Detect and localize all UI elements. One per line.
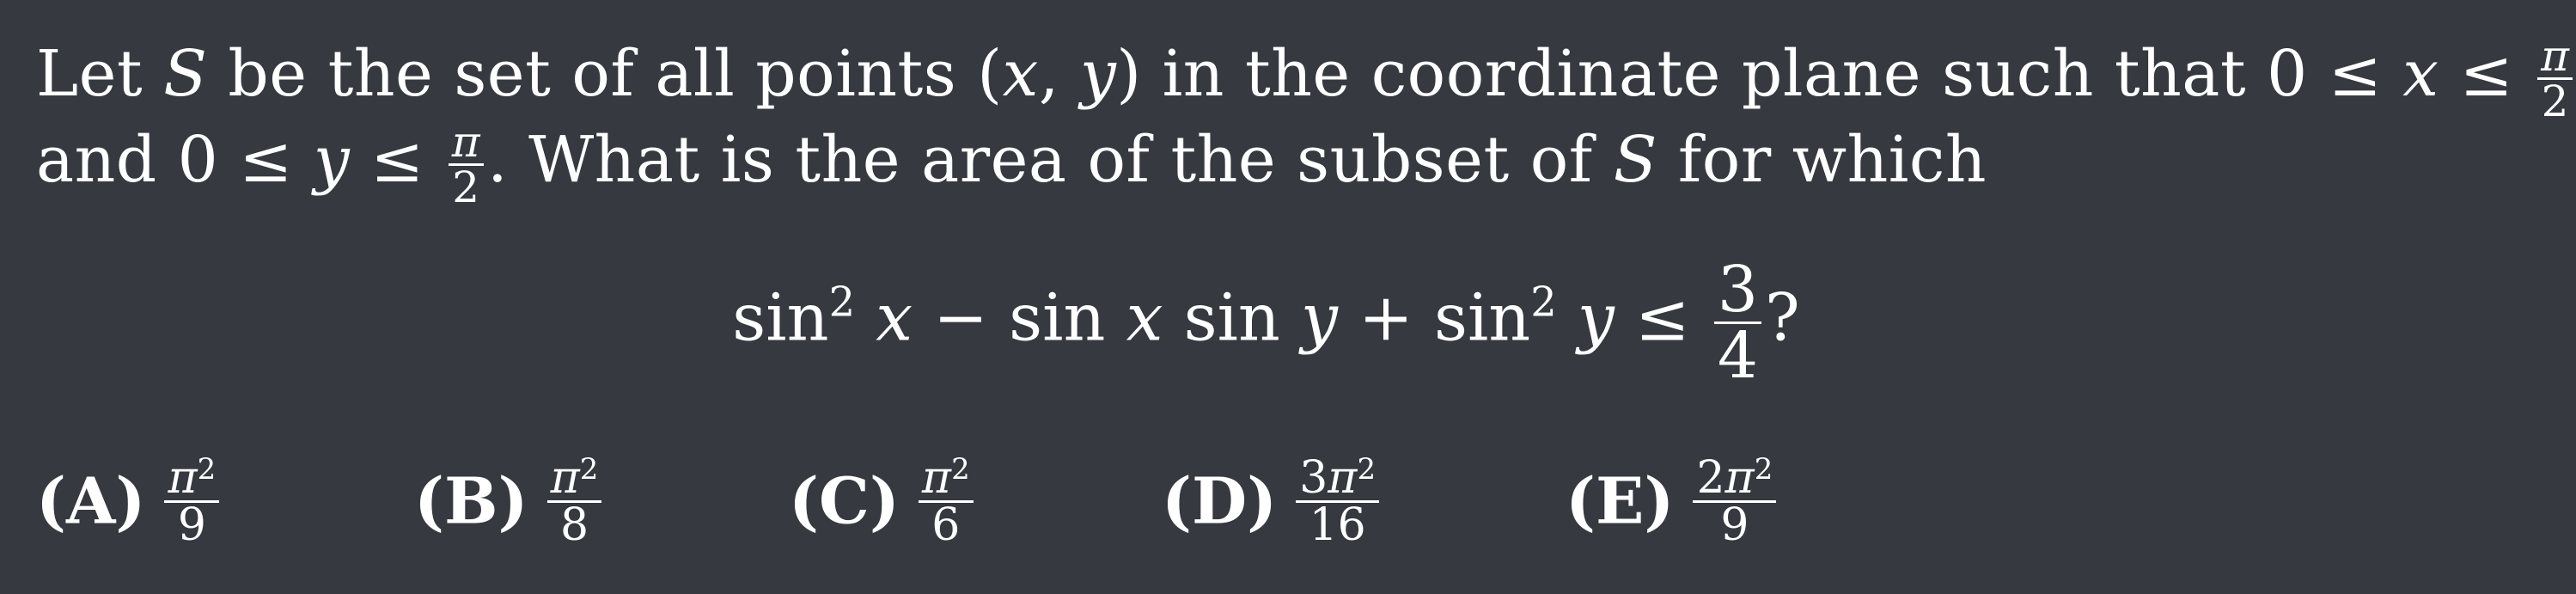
leq-symbol: ≤ xyxy=(2439,36,2535,111)
choice-label: (A) xyxy=(36,464,146,539)
leq-symbol: ≤ xyxy=(1614,279,1711,356)
fraction-denominator: 9 xyxy=(1720,499,1749,551)
text-segment: . What is the area of the subset of xyxy=(487,122,1614,197)
text-segment: and 0 ≤ xyxy=(36,122,314,197)
var-x: x xyxy=(855,279,913,356)
choice-label: (C) xyxy=(789,464,900,539)
fraction-denominator: 4 xyxy=(1717,319,1758,393)
fraction-numerator xyxy=(547,452,602,504)
exponent: 2 xyxy=(1357,452,1377,487)
choice-label: (D) xyxy=(1162,464,1278,539)
fraction-denominator: 16 xyxy=(1309,499,1366,551)
coefficient: 2 xyxy=(1696,452,1725,504)
fraction-numerator xyxy=(1693,452,1776,504)
choice-fraction xyxy=(919,452,974,551)
sin-function: sin xyxy=(732,279,829,356)
exponent: 2 xyxy=(828,278,856,327)
choice-fraction xyxy=(164,452,219,551)
text-segment: for which xyxy=(1657,122,1987,197)
sin-function: sin xyxy=(1163,279,1302,356)
fraction-denominator: 2 xyxy=(2541,77,2569,126)
var-x: x xyxy=(2402,36,2439,111)
question-mark: ? xyxy=(1764,279,1800,356)
fraction-numerator: π xyxy=(449,120,484,166)
exponent: 2 xyxy=(1754,452,1773,487)
exponent: 2 xyxy=(951,452,970,487)
var-s: S xyxy=(1613,122,1657,197)
text-segment: Let xyxy=(36,36,164,111)
fraction-numerator xyxy=(919,452,974,504)
coefficient: 3 xyxy=(1299,452,1328,504)
choice-d[interactable] xyxy=(1162,452,1383,551)
text-segment: , xyxy=(1038,36,1080,111)
choice-label: (B) xyxy=(414,464,528,539)
problem-line-2 xyxy=(36,117,1987,212)
choice-a[interactable] xyxy=(36,452,223,551)
choice-e[interactable] xyxy=(1566,452,1779,551)
pi-symbol: π xyxy=(550,452,580,504)
problem-line-1 xyxy=(36,31,2576,126)
choice-fraction xyxy=(1296,452,1379,551)
fraction-numerator: 3 xyxy=(1714,258,1761,324)
fraction-denominator: 2 xyxy=(452,162,480,212)
fraction-three-quarters xyxy=(1714,253,1761,393)
fraction-numerator: π xyxy=(2537,34,2573,80)
text-segment: − sin xyxy=(913,279,1126,356)
fraction-pi-over-2 xyxy=(449,117,484,212)
fraction-denominator: 9 xyxy=(177,499,206,551)
fraction-numerator xyxy=(164,452,219,504)
var-x: x xyxy=(1002,36,1039,111)
choice-fraction xyxy=(547,452,602,551)
text-segment: be the set of all points ( xyxy=(207,36,1003,111)
fraction-denominator: 8 xyxy=(559,499,589,551)
pi-symbol: π xyxy=(1328,452,1358,504)
var-s: S xyxy=(163,36,208,111)
choice-b[interactable] xyxy=(414,452,605,551)
var-y: y xyxy=(313,122,351,197)
var-y: y xyxy=(1301,279,1338,356)
text-segment: + sin xyxy=(1337,279,1531,356)
var-y: y xyxy=(1556,279,1615,356)
fraction-pi-over-2 xyxy=(2537,31,2573,126)
choice-fraction xyxy=(1693,452,1776,551)
pi-symbol: π xyxy=(168,452,198,504)
text-segment: ) in the coordinate plane such that 0 ≤ xyxy=(1116,36,2403,111)
choice-label: (E) xyxy=(1566,464,1675,539)
pi-symbol: π xyxy=(921,452,952,504)
fraction-denominator: 6 xyxy=(931,499,961,551)
display-equation xyxy=(0,253,2532,393)
pi-symbol: π xyxy=(1724,452,1755,504)
fraction-numerator xyxy=(1296,452,1379,504)
exponent: 2 xyxy=(197,452,217,487)
exponent: 2 xyxy=(1530,278,1557,327)
var-y: y xyxy=(1079,36,1117,111)
exponent: 2 xyxy=(579,452,599,487)
choice-c[interactable] xyxy=(789,452,977,551)
leq-symbol: ≤ xyxy=(350,122,445,197)
var-x: x xyxy=(1126,279,1163,356)
